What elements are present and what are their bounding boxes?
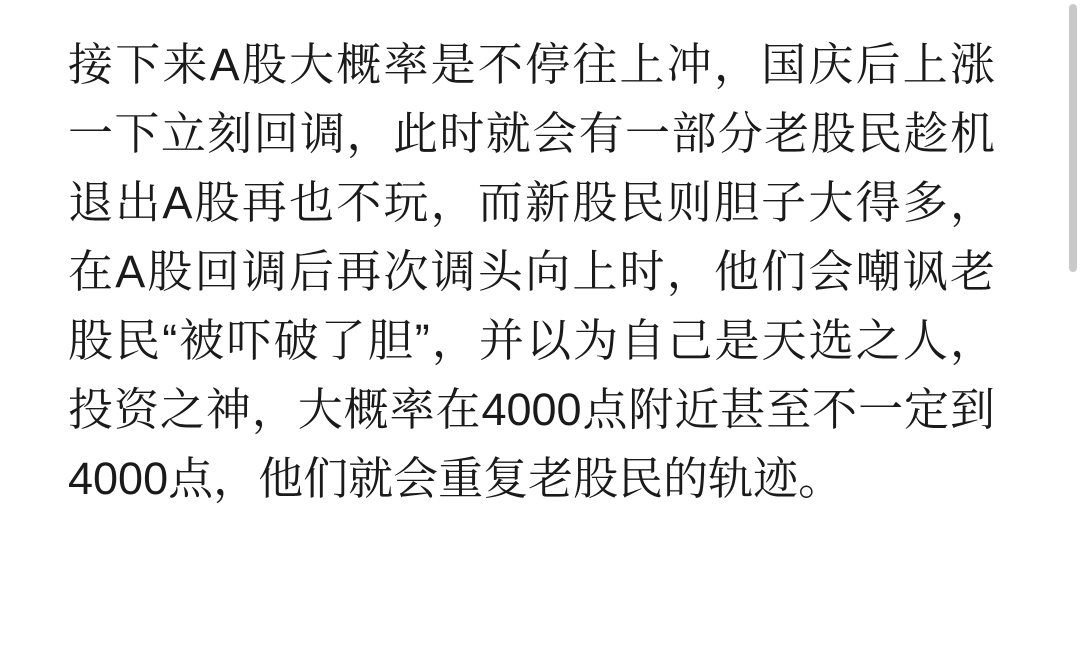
- vertical-scrollbar-track[interactable]: [1066, 0, 1080, 646]
- vertical-scrollbar-thumb[interactable]: [1069, 4, 1077, 272]
- article-body-text: 接下来A股大概率是不停往上冲，国庆后上涨一下立刻回调，此时就会有一部分老股民趁机退出A股再也不玩，而新股民则胆子大得多，在A股回调后再次调头向上时，他们会嘲讽老股民“被吓破了胆”，并以为自己是天选之人，投资之神，大概率在4000点附近甚至不一定到4000点，他们就会重复老股民的轨迹。: [68, 39, 995, 504]
